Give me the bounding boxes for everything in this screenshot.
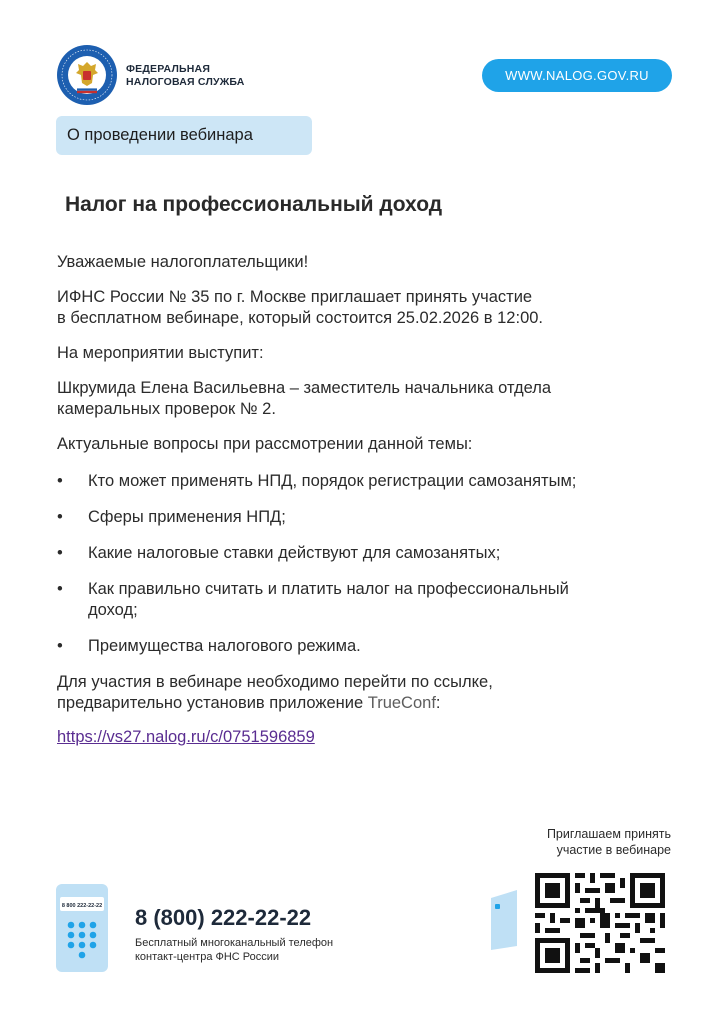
org-name-line1: ФЕДЕРАЛЬНАЯ — [126, 63, 211, 75]
topic-line: Преимущества налогового режима. — [88, 637, 361, 655]
invite-line: Приглашаем принять — [546, 827, 671, 841]
invite-text — [547, 826, 671, 858]
bullet-icon: • — [57, 637, 63, 655]
participation-line: Для участия в вебинаре необходимо перейти по ссылке, — [57, 673, 493, 691]
fns-emblem-icon — [56, 44, 118, 106]
speaker-heading: На мероприятии выступит: — [57, 344, 264, 362]
body-text — [57, 252, 687, 748]
speaker-line: камеральных проверок № 2. — [57, 400, 276, 418]
mobile-phone-icon — [487, 890, 519, 950]
org-name-line2: НАЛОГОВАЯ СЛУЖБА — [126, 76, 245, 88]
phone-display-text: 8 800 222-22-22 — [61, 903, 103, 909]
intro-paragraph — [57, 287, 687, 329]
topic-line: Сферы применения НПД; — [88, 508, 286, 526]
page-title: Налог на профессиональный доход — [65, 193, 443, 216]
topics-list — [57, 471, 687, 657]
bullet-icon: • — [57, 544, 63, 562]
participation-text: предварительно установив приложение — [57, 694, 368, 712]
bullet-icon: • — [57, 508, 63, 526]
invite-line: участие в вебинаре — [556, 843, 671, 857]
greeting: Уважаемые налогоплательщики! — [57, 253, 309, 271]
topic-line: Как правильно считать и платить налог на профессиональный — [88, 580, 569, 598]
participation-line — [57, 693, 687, 714]
intro-line: в бесплатном вебинаре, который состоится 25.02.2026 в 12:00. — [57, 309, 544, 327]
hotline-note-line: Бесплатный многоканальный телефон — [135, 937, 334, 949]
speaker-paragraph — [57, 378, 687, 420]
qr-code-icon[interactable] — [535, 873, 665, 973]
website-button[interactable]: WWW.NALOG.GOV.RU — [482, 59, 672, 92]
topics-heading: Актуальные вопросы при рассмотрении данной темы: — [57, 435, 473, 453]
hotline-note-line: контакт-центра ФНС России — [135, 951, 280, 963]
header — [56, 44, 672, 108]
phone-icon — [55, 883, 109, 973]
topic-line: Кто может применять НПД, порядок регистрации самозанятым; — [88, 472, 577, 490]
topic-tag: О проведении вебинара — [56, 116, 312, 155]
webinar-link[interactable]: https://vs27.nalog.ru/c/0751596859 — [57, 728, 315, 746]
org-name — [126, 63, 245, 89]
speaker-line: Шкрумида Елена Васильевна – заместитель начальника отдела — [57, 379, 552, 397]
intro-line: ИФНС России № 35 по г. Москве приглашает принять участие — [57, 288, 533, 306]
participation-paragraph — [57, 672, 687, 714]
app-name: TrueConf — [367, 694, 436, 712]
hotline-number[interactable]: 8 (800) 222-22-22 — [135, 905, 312, 930]
bullet-icon: • — [57, 472, 63, 490]
list-item — [57, 543, 687, 564]
list-item — [57, 636, 687, 657]
bullet-icon: • — [57, 580, 63, 598]
topic-line: доход; — [88, 601, 138, 619]
topic-line: Какие налоговые ставки действуют для самозанятых; — [88, 544, 501, 562]
list-item — [57, 579, 687, 621]
hotline-note — [135, 936, 333, 964]
participation-colon: : — [435, 694, 441, 712]
list-item — [57, 471, 687, 492]
list-item — [57, 507, 687, 528]
